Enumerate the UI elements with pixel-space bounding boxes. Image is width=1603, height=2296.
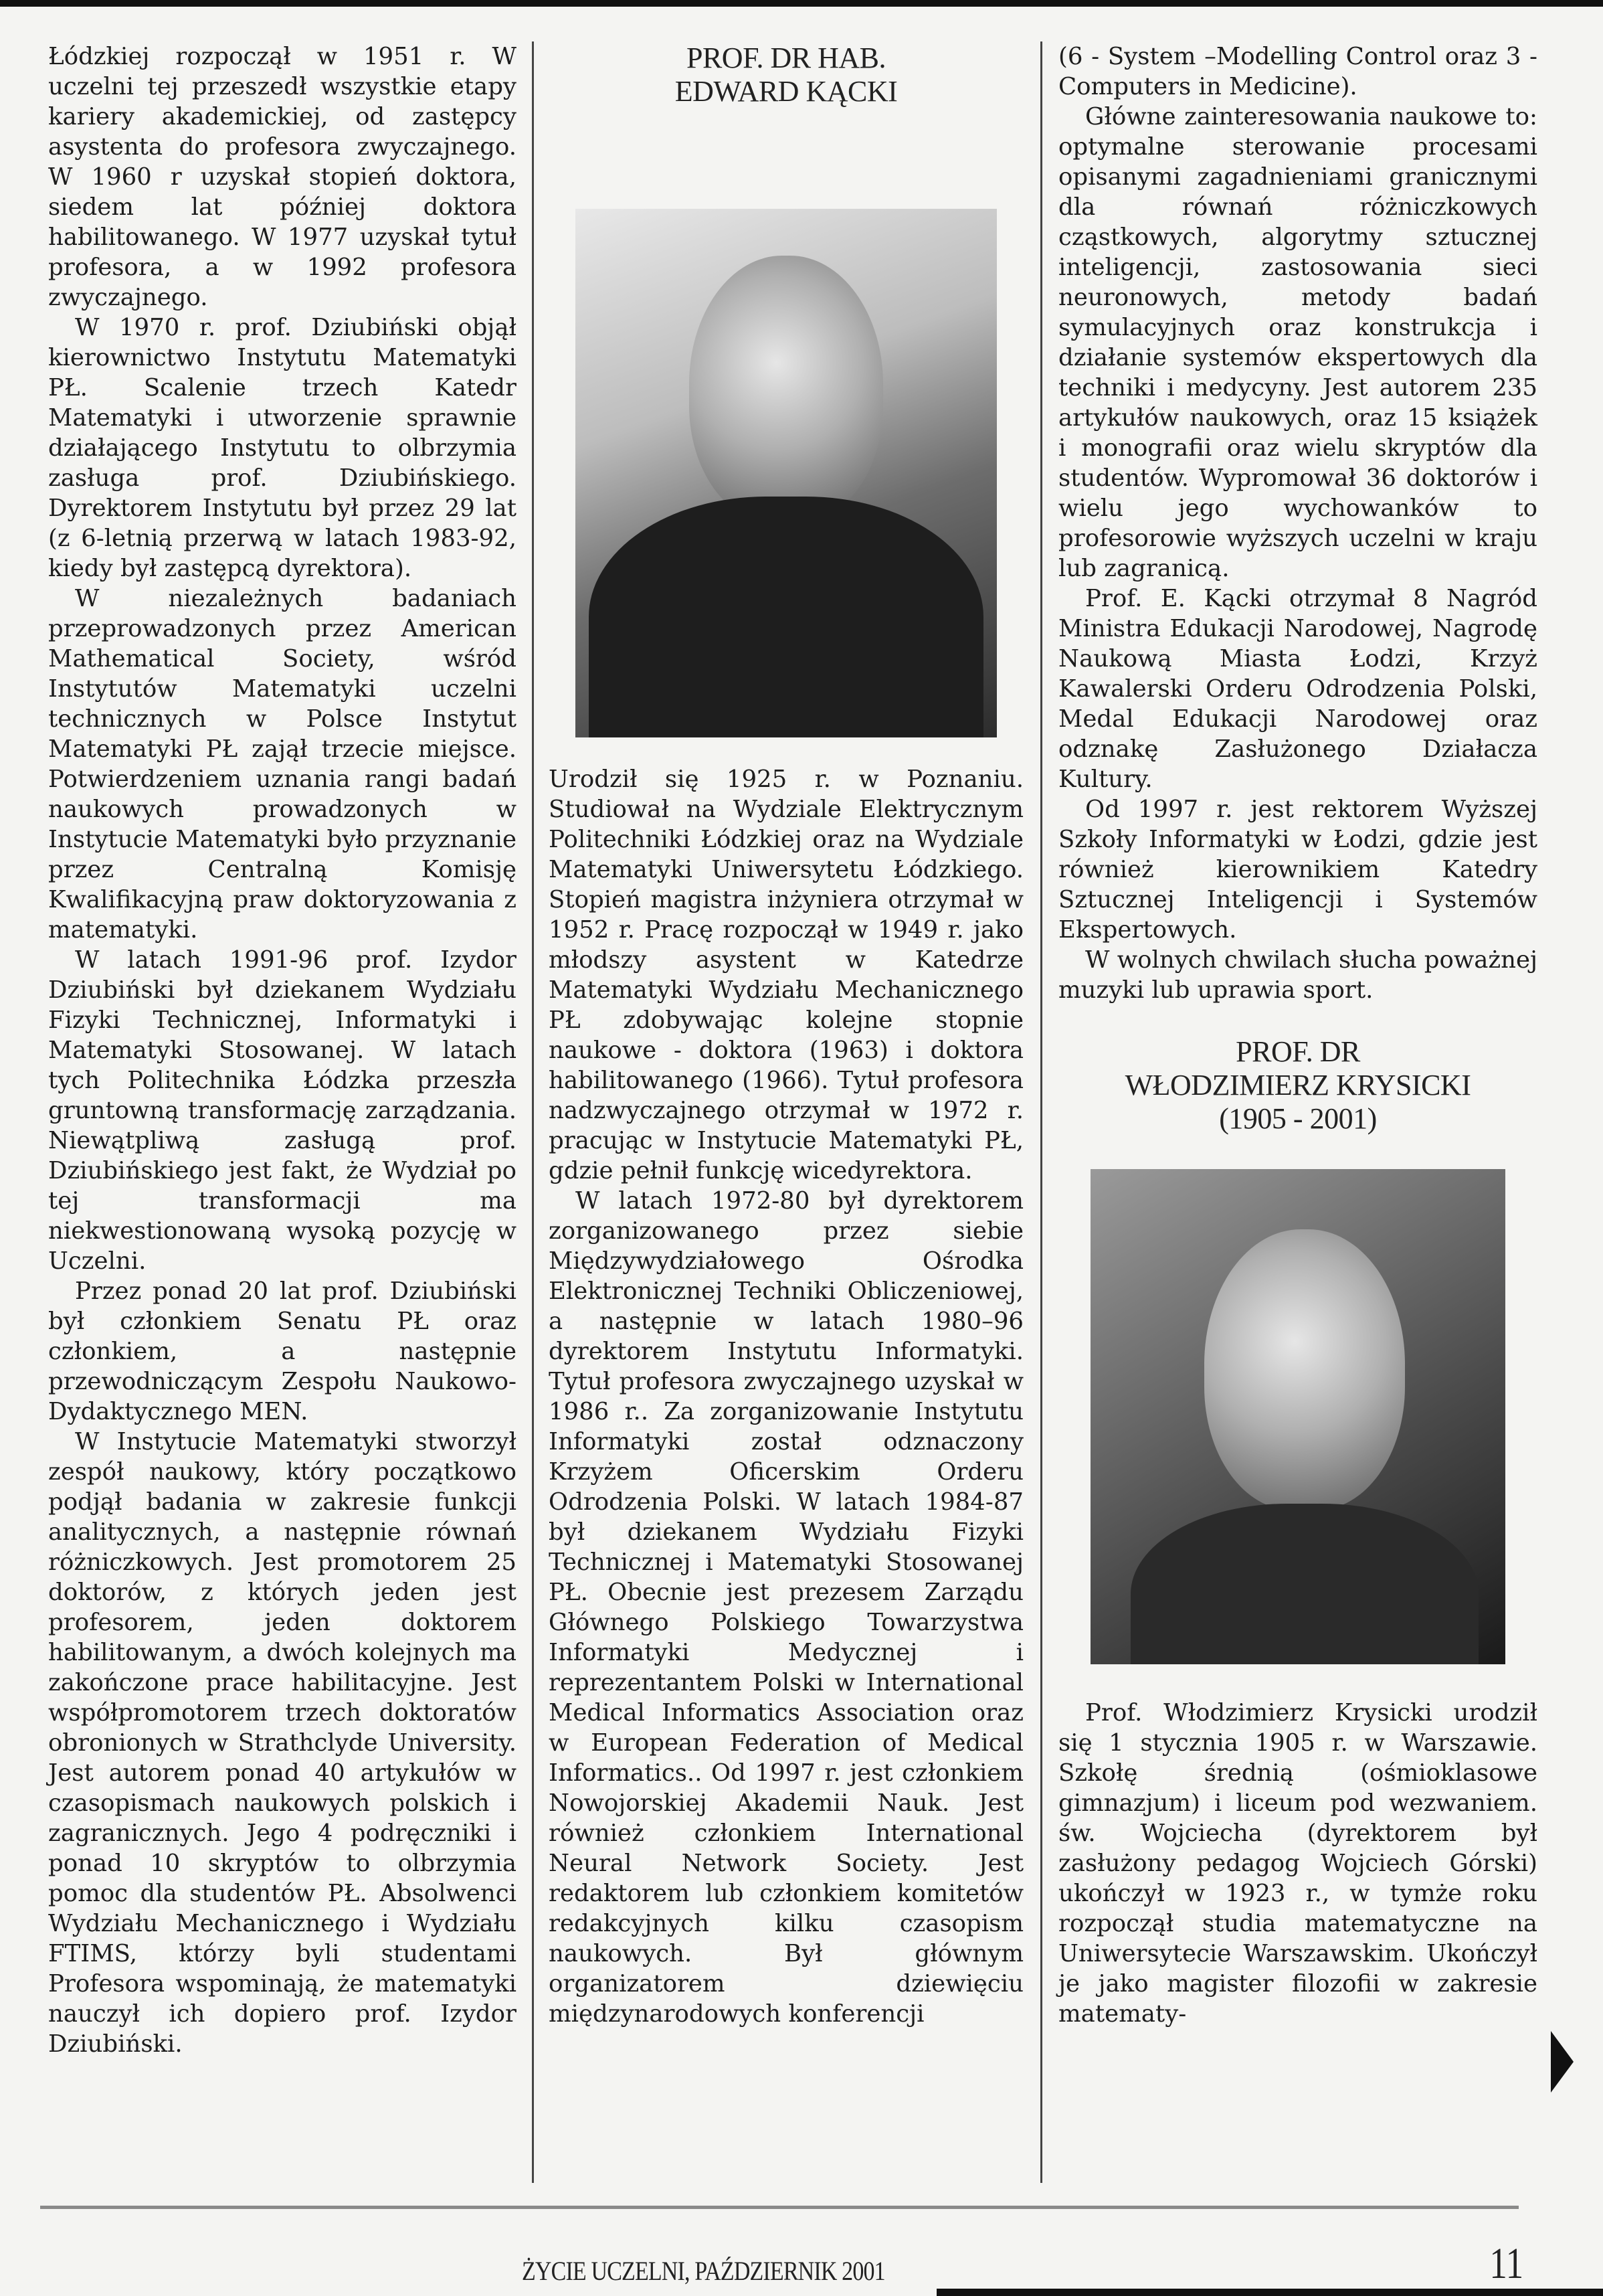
- scan-bottom-edge: [937, 2289, 1603, 2296]
- heading-line: WŁODZIMIERZ KRYSICKI: [1125, 1069, 1471, 1101]
- paragraph: Prof. Włodzimierz Krysicki urodził się 1 stycznia 1905 r. w Warszawie. Szkołę średnią (ośmioklasowe gimnazjum) i liceum pod wezwaniem. św. Wojciecha (dyrektorem był zasłużony pedagog Wojciech Górski) ukończył w 1923 r., w tymże roku rozpoczął studia matematyczne na Uniwersytecie Warszawskim. Ukończył je jako magister filozofii w zakresie matematy-: [1058, 1699, 1537, 2028]
- continue-arrow-icon: [1551, 2031, 1574, 2093]
- heading-line: PROF. DR: [1236, 1035, 1360, 1068]
- scan-top-edge: [0, 0, 1603, 7]
- paragraph: Prof. E. Kącki otrzymał 8 Nagród Ministra Edukacji Narodowej, Nagrodę Naukową Miasta Łodzi, Krzyż Kawalerski Orderu Odrodzenia Polski, Medal Edukacji Narodowej oraz odznakę Zasłużonego Działacza Kultury.: [1058, 585, 1537, 793]
- portrait-photo-krysicki: [1091, 1169, 1505, 1664]
- paragraph: W Instytucie Matematyki stworzył zespół naukowy, który początkowo podjął badania w zakresie funkcji analitycznych, a następnie równań różniczkowych. Jest promotorem 25 doktorów, z których jeden jest profesorem, jeden doktorem habilitowanym, a dwóch kolejnych ma zakończone prace habilitacyjne. Jest współpromotorem trzech doktoratów obronionych w Strathclyde University. Jest autorem ponad 40 artykułów w czasopismach naukowych polskich i zagranicznych. Jego 4 podręczniki i ponad 10 skryptów to olbrzymia pomoc dla studentów PŁ. Absolwenci Wydziału Mechanicznego i Wydziału FTIMS, którzy byli studentami Profesora wspominają, że matematyki nauczył ich dopiero prof. Izydor Dziubiński.: [48, 1428, 516, 2058]
- portrait-face: [689, 256, 883, 523]
- portrait-face: [1204, 1229, 1405, 1510]
- paragraph: Główne zainteresowania naukowe to: optymalne sterowanie procesami opisanymi zagadnieniami granicznymi dla równań różniczkowych cząstkowych, algorytmy sztucznej inteligencji, zastosowania sieci neuronowych, metody badań symulacyjnych oraz konstrukcja i działanie systemów ekspertowych dla techniki i medycyny. Jest autorem 235 artykułów naukowych, oraz 15 książek i monografii oraz wielu skryptów dla studentów. Wypromował 36 doktorów i wielu jego wychowanków to profesorowie wyższych uczelni w kraju lub zagranicą.: [1058, 103, 1537, 582]
- paragraph: Od 1997 r. jest rektorem Wyższej Szkoły Informatyki w Łodzi, gdzie jest również kierownikiem Katedry Sztucznej Inteligencji i Systemów Ekspertowych.: [1058, 796, 1537, 944]
- page-number: 11: [1489, 2239, 1524, 2288]
- portrait-body: [589, 497, 983, 737]
- portrait-body: [1131, 1504, 1479, 1664]
- column-3: [1058, 41, 1537, 2029]
- paragraph: W latach 1991-96 prof. Izydor Dziubiński był dziekanem Wydziału Fizyki Technicznej, Informatyki i Matematyki Stosowanej. W latach tych Politechnika Łódzka przeszła gruntowną transformację zarządzania. Niewątpliwą zasługą prof. Dziubińskiego jest fakt, że Wydział po tej transformacji ma niekwestionowaną wysoką pozycję w Uczelni.: [48, 946, 516, 1275]
- paragraph: W wolnych chwilach słucha poważnej muzyki lub uprawia sport.: [1058, 946, 1537, 1004]
- heading-line: PROF. DR HAB.: [686, 41, 886, 74]
- paragraph: W niezależnych badaniach przeprowadzonych przez American Mathematical Society, wśród Instytutów Matematyki uczelni technicznych w Polsce Instytut Matematyki PŁ zajął trzecie miejsce. Potwierdzeniem uznania rangi badań naukowych prowadzonych w Instytucie Matematyki było przyznanie przez Centralną Komisję Kwalifikacyjną praw doktoryzowania z matematyki.: [48, 585, 516, 944]
- heading-line: (1905 - 2001): [1219, 1102, 1377, 1135]
- portrait-photo-kacki: [575, 209, 997, 737]
- paragraph: W 1970 r. prof. Dziubiński objął kierownictwo Instytutu Matematyki PŁ. Scalenie trzech Katedr Matematyki i utworzenie sprawnie działającego Instytutu to olbrzymia zasługa prof. Dziubińskiego. Dyrektorem Instytutu był przez 29 lat (z 6-letnią przerwą w latach 1983-92, kiedy był zastępcą dyrektora).: [48, 314, 516, 582]
- section-heading-krysicki: [1058, 1035, 1537, 1136]
- column-1: [48, 41, 516, 2059]
- paragraph: W latach 1972-80 był dyrektorem zorganizowanego przez siebie Międzywydziałowego Ośrodka Elektronicznej Techniki Obliczeniowej, a następnie w latach 1980–96 dyrektorem Instytutu Informatyki. Tytuł profesora zwyczajnego uzyskał w 1986 r.. Za zorganizowanie Instytutu Informatyki został odznaczony Krzyżem Oficerskim Orderu Odrodzenia Polski. W latach 1984-87 był dziekanem Wydziału Fizyki Technicznej i Matematyki Stosowanej PŁ. Obecnie jest prezesem Zarządu Głównego Polskiego Towarzystwa Informatyki Medycznej i reprezentantem Polski w International Medical Informatics Association oraz w European Federation of Medical Informatics.. Od 1997 r. jest członkiem Nowojorskiej Akademii Nauk. Jest również członkiem International Neural Network Society. Jest redaktorem lub członkiem komitetów redakcyjnych kilku czasopism naukowych. Był głównym organizatorem dziewięciu międzynarodowych konferencji: [549, 1187, 1024, 2028]
- footer-rule: [40, 2206, 1519, 2209]
- heading-line: EDWARD KĄCKI: [674, 75, 898, 108]
- section-heading-kacki: [549, 41, 1024, 108]
- column-divider: [532, 41, 534, 2183]
- column-divider: [1040, 41, 1042, 2183]
- paragraph: (6 - System –Modelling Control oraz 3 - Computers in Medicine).: [1058, 43, 1537, 100]
- paragraph: Łódzkiej rozpoczął w 1951 r. W uczelni tej przeszedł wszystkie etapy kariery akademickiej, od zastępcy asystenta do profesora zwyczajnego. W 1960 r uzyskał stopień doktora, siedem lat później doktora habilitowanego. W 1977 uzyskał tytuł profesora, a w 1992 profesora zwyczajnego.: [48, 43, 516, 311]
- paragraph: Przez ponad 20 lat prof. Dziubiński był członkiem Senatu PŁ oraz członkiem, a następnie przewodniczącym Zespołu Naukowo-Dydaktycznego MEN.: [48, 1277, 516, 1425]
- publication-title: ŻYCIE UCZELNI, PAŹDZIERNIK 2001: [522, 2256, 885, 2286]
- column-2: [549, 41, 1024, 2029]
- paragraph: Urodził się 1925 r. w Poznaniu. Studiował na Wydziale Elektrycznym Politechniki Łódzkiej oraz na Wydziale Matematyki Uniwersytetu Łódzkiego. Stopień magistra inżyniera otrzymał w 1952 r. Pracę rozpoczął w 1949 r. jako młodszy asystent w Katedrze Matematyki Wydziału Mechanicznego PŁ zdobywając kolejne stopnie naukowe - doktora (1963) i doktora habilitowanego (1966). Tytuł profesora nadzwyczajnego otrzymał w 1972 r. pracując w Instytucie Matematyki PŁ, gdzie pełnił funkcję wicedyrektora.: [549, 766, 1024, 1184]
